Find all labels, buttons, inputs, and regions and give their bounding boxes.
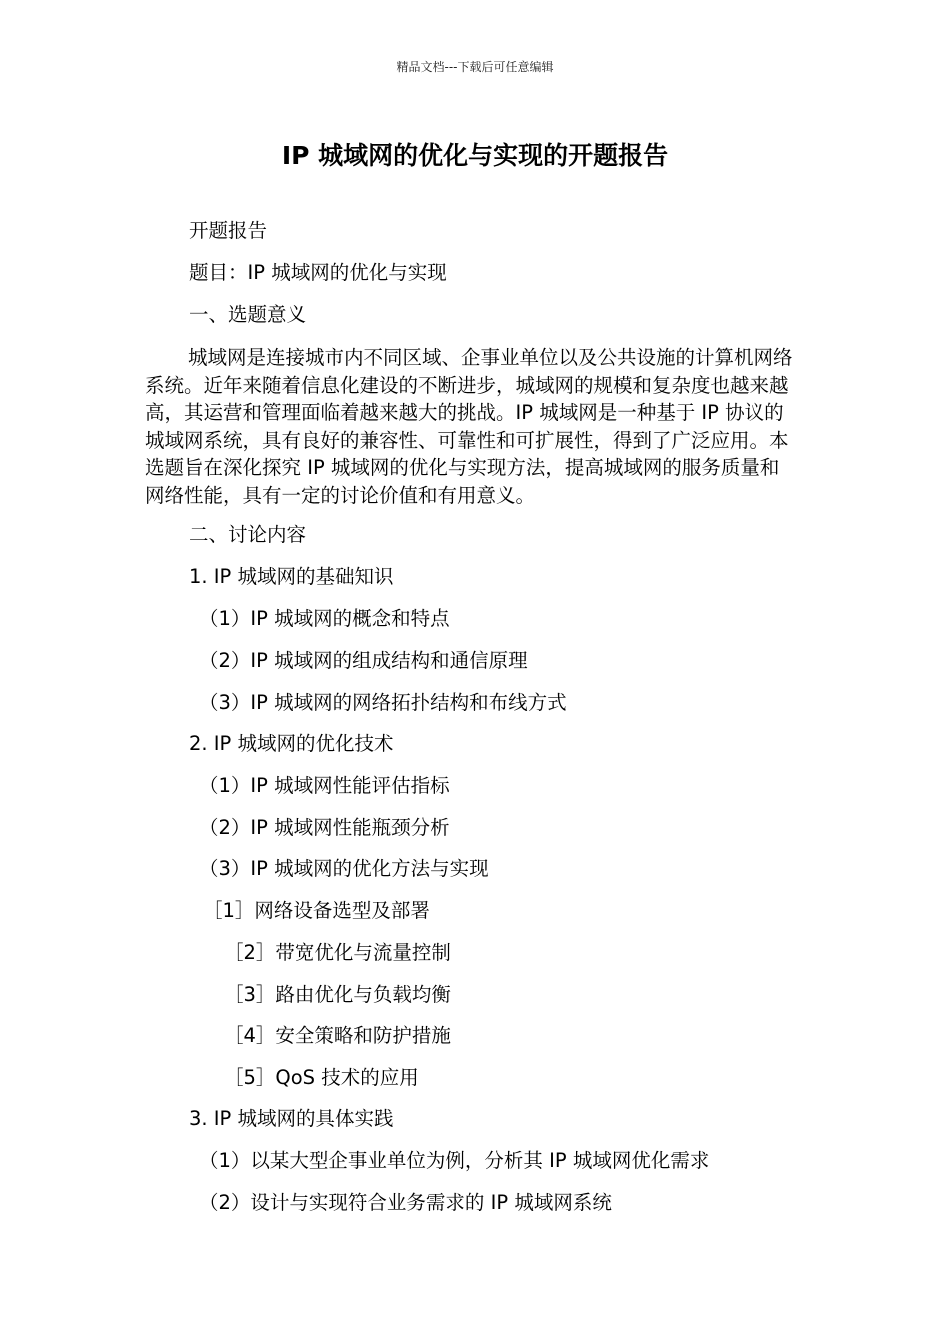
sub-list-item: ［2］带宽优化与流量控制: [224, 941, 451, 964]
list-item: （1）以某大型企事业单位为例，分析其 IP 城域网优化需求: [199, 1149, 710, 1172]
topic-line: 题目：IP 城域网的优化与实现: [189, 261, 447, 284]
list-item: （3）IP 城域网的网络拓扑结构和布线方式: [199, 691, 567, 714]
sub-list-item: ［1］网络设备选型及部署: [203, 899, 430, 922]
list-item: （3）IP 城域网的优化方法与实现: [199, 857, 489, 880]
list-item: （1）IP 城域网性能评估指标: [199, 774, 450, 797]
sub-list-item: ［4］安全策略和防护措施: [224, 1024, 451, 1047]
document-title: IP 城域网的优化与实现的开题报告: [281, 141, 669, 170]
intro-paragraph: 城域网是连接城市内不同区域、企事业单位以及公共设施的计算机网络系统。近年来随着信息化建设的不断进步，城域网的规模和复杂度也越来越高，其运营和管理面临着越来越大的挑战。IP 城域网是一种基于 IP 协议的城域网系统，具有良好的兼容性、可靠性和可扩展性，得到了广泛应用。本选题旨在深化探究 IP 城域网的优化与实现方法，提高城域网的服务质量和网络性能，具有一定的讨论价值和有用意义。: [145, 346, 793, 507]
sub-list-item: ［3］路由优化与负载均衡: [224, 983, 451, 1006]
list-item: （2）IP 城域网的组成结构和通信原理: [199, 649, 528, 672]
section-heading-2: 二、讨论内容: [189, 523, 307, 546]
subsection-2: 2. IP 城域网的优化技术: [189, 732, 394, 755]
subsection-3: 3. IP 城域网的具体实践: [189, 1107, 394, 1130]
subsection-1: 1. IP 城域网的基础知识: [189, 565, 394, 588]
section-label: 开题报告: [189, 219, 268, 242]
list-item: （2）设计与实现符合业务需求的 IP 城域网系统: [199, 1191, 612, 1214]
list-item: （2）IP 城域网性能瓶颈分析: [199, 816, 450, 839]
page-header: 精品文档---下载后可任意编辑: [396, 60, 554, 74]
section-heading-1: 一、选题意义: [189, 303, 307, 326]
sub-list-item: ［5］QoS 技术的应用: [224, 1066, 419, 1089]
list-item: （1）IP 城域网的概念和特点: [199, 607, 450, 630]
